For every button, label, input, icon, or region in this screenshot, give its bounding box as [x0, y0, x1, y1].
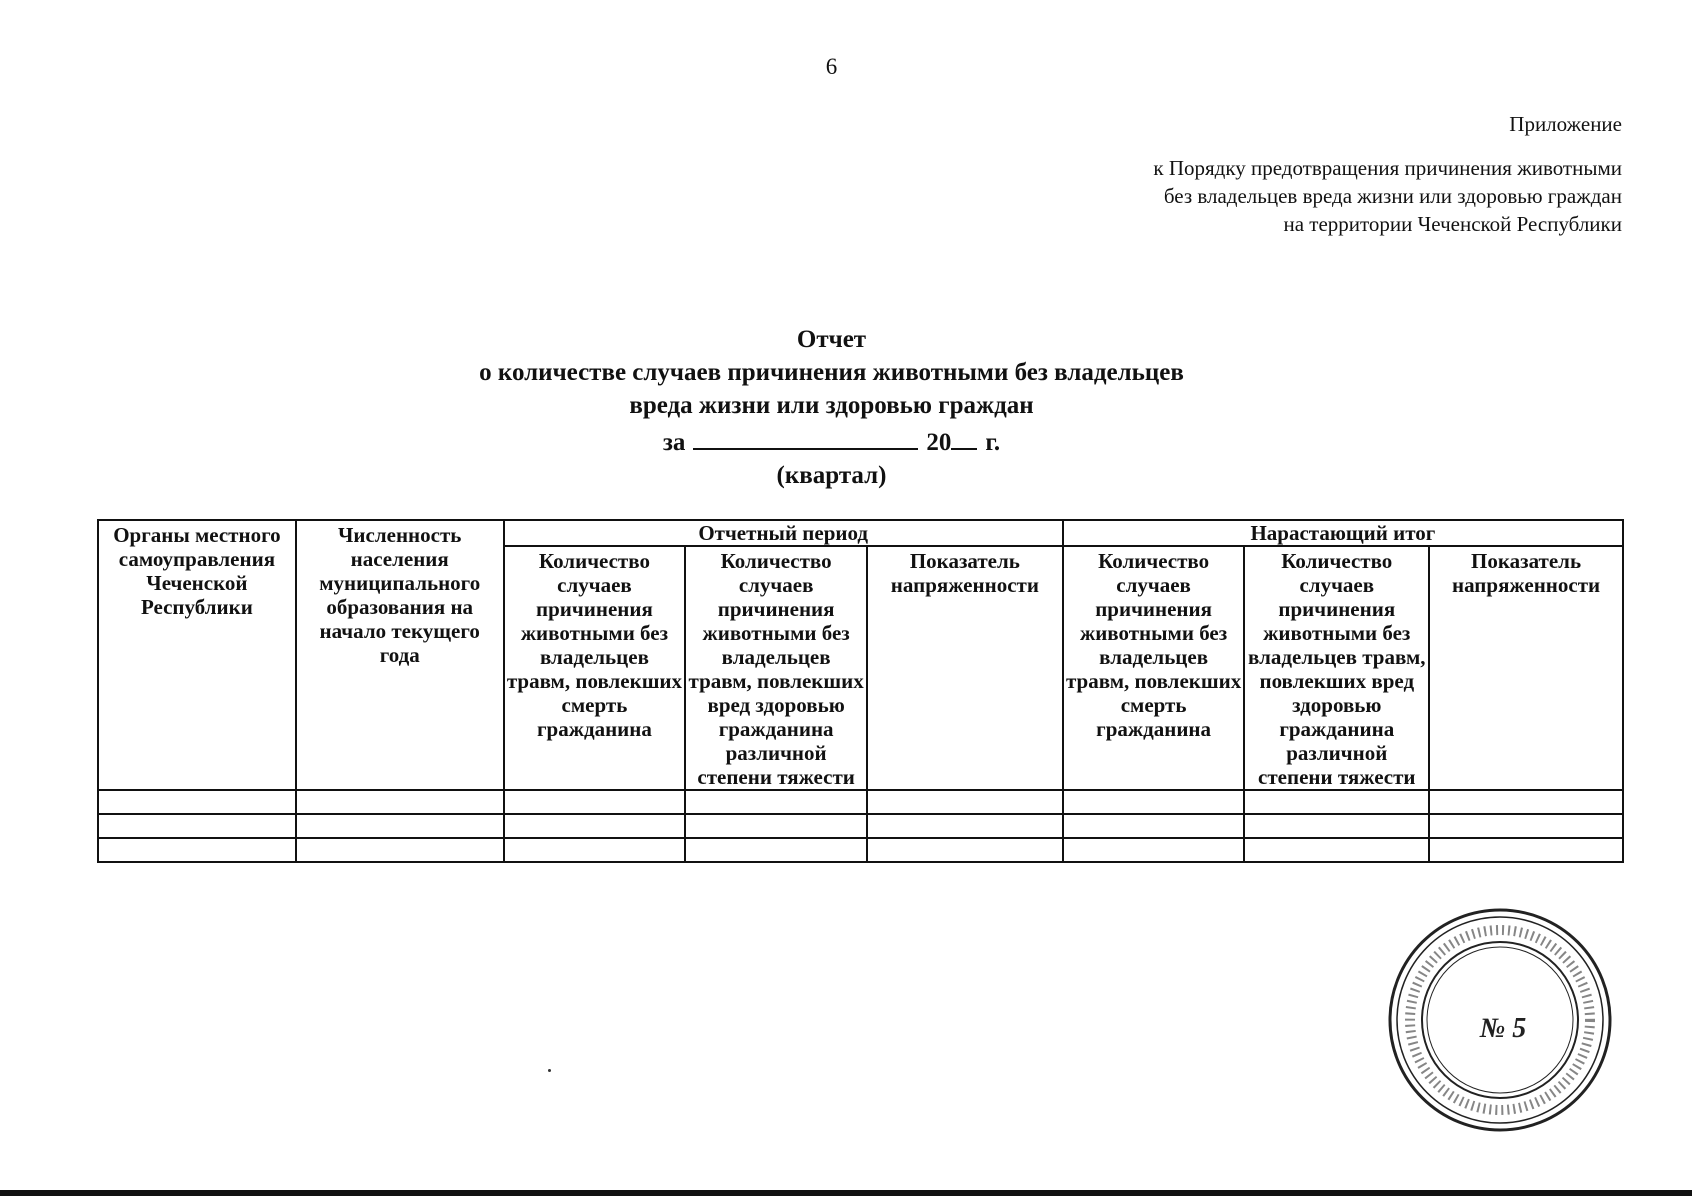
table-cell[interactable] — [296, 838, 504, 862]
table-cell[interactable] — [1244, 790, 1429, 814]
table-cell[interactable] — [1429, 814, 1623, 838]
header-period-death: Количество случаев причинения животными без владельцев травм, повлекших смерть гражданина — [504, 546, 686, 790]
table-cell[interactable] — [867, 790, 1063, 814]
table-cell[interactable] — [685, 838, 867, 862]
period-prefix: за — [662, 429, 686, 456]
header-cumulative-index: Показатель напряженности — [1429, 546, 1623, 790]
header-cumulative-harm: Количество случаев причинения животными без владельцев травм, повлекших вред здоровью гражданина различной степени тяжести — [1244, 546, 1429, 790]
period-hint: (квартал) — [776, 462, 887, 489]
stray-mark — [548, 1069, 551, 1072]
year-blank-field[interactable] — [951, 422, 977, 450]
report-table — [97, 519, 1624, 863]
header-org: Органы местного самоуправления Чеченской Республики — [98, 520, 296, 790]
table-row — [98, 838, 1623, 862]
header-cumulative-death: Количество случаев причинения животными без владельцев травм, повлекших смерть гражданина — [1063, 546, 1245, 790]
report-subtitle-1: о количестве случаев причинения животными без владельцев — [479, 359, 1184, 386]
table-row — [98, 790, 1623, 814]
table-cell[interactable] — [504, 814, 686, 838]
table-cell[interactable] — [1063, 814, 1245, 838]
appendix-line-1: к Порядку предотвращения причинения животными — [1153, 156, 1622, 180]
table-cell[interactable] — [1244, 814, 1429, 838]
table-cell[interactable] — [504, 838, 686, 862]
report-title: Отчет — [796, 326, 867, 353]
table-cell[interactable] — [98, 838, 296, 862]
table-cell[interactable] — [1429, 838, 1623, 862]
table-cell[interactable] — [867, 838, 1063, 862]
table-body — [98, 790, 1623, 862]
header-population: Численность населения муниципального образования на начало текущего года — [296, 520, 504, 790]
year-prefix: 20 — [926, 429, 952, 456]
seal-number: № 5 — [1479, 1013, 1527, 1044]
appendix-block — [1153, 110, 1622, 238]
year-suffix: г. — [985, 429, 1001, 456]
table-cell[interactable] — [867, 814, 1063, 838]
header-period-harm: Количество случаев причинения животными без владельцев травм, повлекших вред здоровью гражданина различной степени тяжести — [685, 546, 867, 790]
header-period-index: Показатель напряженности — [867, 546, 1063, 790]
appendix-line-2: без владельцев вреда жизни или здоровью граждан — [1163, 184, 1622, 208]
header-group-cumulative: Нарастающий итог — [1063, 520, 1623, 546]
quarter-blank-field[interactable] — [693, 422, 918, 450]
page-number: 6 — [825, 54, 838, 79]
table-cell[interactable] — [1063, 790, 1245, 814]
table-cell[interactable] — [1429, 790, 1623, 814]
table-cell[interactable] — [685, 790, 867, 814]
table-cell[interactable] — [98, 790, 296, 814]
table-cell[interactable] — [685, 814, 867, 838]
appendix-title: Приложение — [1509, 112, 1622, 136]
header-group-period: Отчетный период — [504, 520, 1063, 546]
table-cell[interactable] — [1063, 838, 1245, 862]
table-row — [98, 814, 1623, 838]
bottom-scan-border — [0, 1190, 1692, 1196]
table-cell[interactable] — [504, 790, 686, 814]
official-seal — [1385, 905, 1615, 1135]
table-cell[interactable] — [296, 814, 504, 838]
table-cell[interactable] — [1244, 838, 1429, 862]
appendix-line-3: на территории Чеченской Республики — [1283, 212, 1622, 236]
report-period-line — [0, 422, 1663, 459]
report-subtitle-2: вреда жизни или здоровью граждан — [629, 392, 1034, 419]
table-cell[interactable] — [296, 790, 504, 814]
table-cell[interactable] — [98, 814, 296, 838]
report-title-block — [0, 323, 1663, 492]
